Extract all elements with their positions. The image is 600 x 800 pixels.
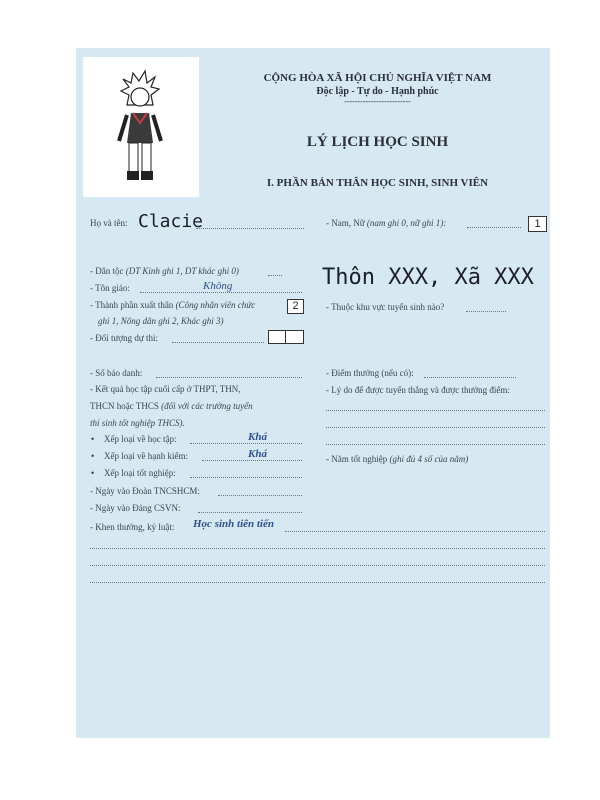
target-label: - Đối tượng dự thi: <box>90 333 159 343</box>
sbd-dots <box>156 377 302 378</box>
character-portrait-icon <box>83 57 199 197</box>
gender-box: 1 <box>528 216 547 232</box>
sbd-label: - Số báo danh: <box>90 368 143 378</box>
name-dots <box>196 228 304 229</box>
study-label: Xếp loại về học tập: <box>104 434 177 444</box>
award-value: Học sinh tiên tiến <box>193 518 274 530</box>
conduct-dots <box>202 460 302 461</box>
reason-dots-2 <box>326 427 545 428</box>
origin-box: 2 <box>287 299 304 314</box>
ethnicity-label: - Dân tộc (DT Kinh ghi 1, DT khác ghi 0) <box>90 266 239 276</box>
award-dots-2 <box>90 548 545 549</box>
ethnicity-dots <box>268 275 282 276</box>
reason-dots-1 <box>326 410 545 411</box>
reason-label: - Lý do để được tuyển thẳng và được thưởng điểm: <box>326 385 510 395</box>
result-label-1: - Kết quả học tập cuối cấp ở THPT, THN, <box>90 384 241 394</box>
area-label: - Thuộc khu vực tuyển sinh nào? <box>326 302 445 312</box>
origin-hint-2: ghi 1, Nông dân ghi 2, Khác ghi 3) <box>98 316 224 326</box>
award-label: - Khen thưởng, kỷ luật: <box>90 522 175 532</box>
award-dots-1 <box>285 531 545 532</box>
party-label: - Ngày vào Đảng CSVN: <box>90 503 181 513</box>
award-dots-3 <box>90 565 545 566</box>
conduct-value: Khá <box>248 448 267 460</box>
target-dots <box>172 342 264 343</box>
study-dots <box>190 443 302 444</box>
name-value: Clacie <box>138 211 204 232</box>
name-label: Họ và tên: <box>90 218 128 228</box>
youth-label: - Ngày vào Đoàn TNCSHCM: <box>90 486 200 496</box>
gender-dots <box>467 227 521 228</box>
religion-value: Không <box>203 280 233 292</box>
religion-dots <box>140 292 302 293</box>
award-dots-4 <box>90 582 545 583</box>
republic-heading: CỘNG HÒA XÃ HỘI CHỦ NGHĨA VIỆT NAM <box>263 72 492 84</box>
student-photo <box>83 57 199 197</box>
page-title: LÝ LỊCH HỌC SINH <box>306 134 449 150</box>
bullet-conduct: • <box>91 451 95 461</box>
result-hint-3: thí sinh tốt nghiệp THCS). <box>90 418 185 428</box>
bullet-study: • <box>91 434 95 444</box>
gender-label: - Nam, Nữ (nam ghi 0, nữ ghi 1): <box>326 218 447 228</box>
reason-dots-3 <box>326 444 545 445</box>
conduct-label: Xếp loại về hạnh kiểm: <box>104 451 188 461</box>
area-dots <box>466 311 506 312</box>
motto: Độc lập - Tự do - Hạnh phúc <box>316 86 439 97</box>
bullet-grad: • <box>91 468 95 478</box>
youth-dots <box>218 495 302 496</box>
address-value: Thôn XXX, Xã XXX <box>322 265 534 290</box>
bonus-dots <box>424 377 516 378</box>
result-label-2: THCN hoặc THCS (đối với các trường tuyển <box>90 401 253 411</box>
religion-label: - Tôn giáo: <box>90 283 130 293</box>
target-box-2 <box>285 330 304 344</box>
section-title: I. PHẦN BẢN THÂN HỌC SINH, SINH VIÊN <box>266 177 489 189</box>
origin-label: - Thành phần xuất thân (Công nhân viên chức <box>90 300 256 310</box>
header-rule: ------------------------- <box>344 97 411 106</box>
study-value: Khá <box>248 431 267 443</box>
bonus-label: - Điểm thưởng (nếu có): <box>326 368 414 378</box>
grad-label: Xếp loại tốt nghiệp: <box>104 468 176 478</box>
grad-year-label: - Năm tốt nghiệp (ghi đủ 4 số của năm) <box>326 454 469 464</box>
grad-dots <box>190 477 302 478</box>
party-dots <box>198 512 302 513</box>
